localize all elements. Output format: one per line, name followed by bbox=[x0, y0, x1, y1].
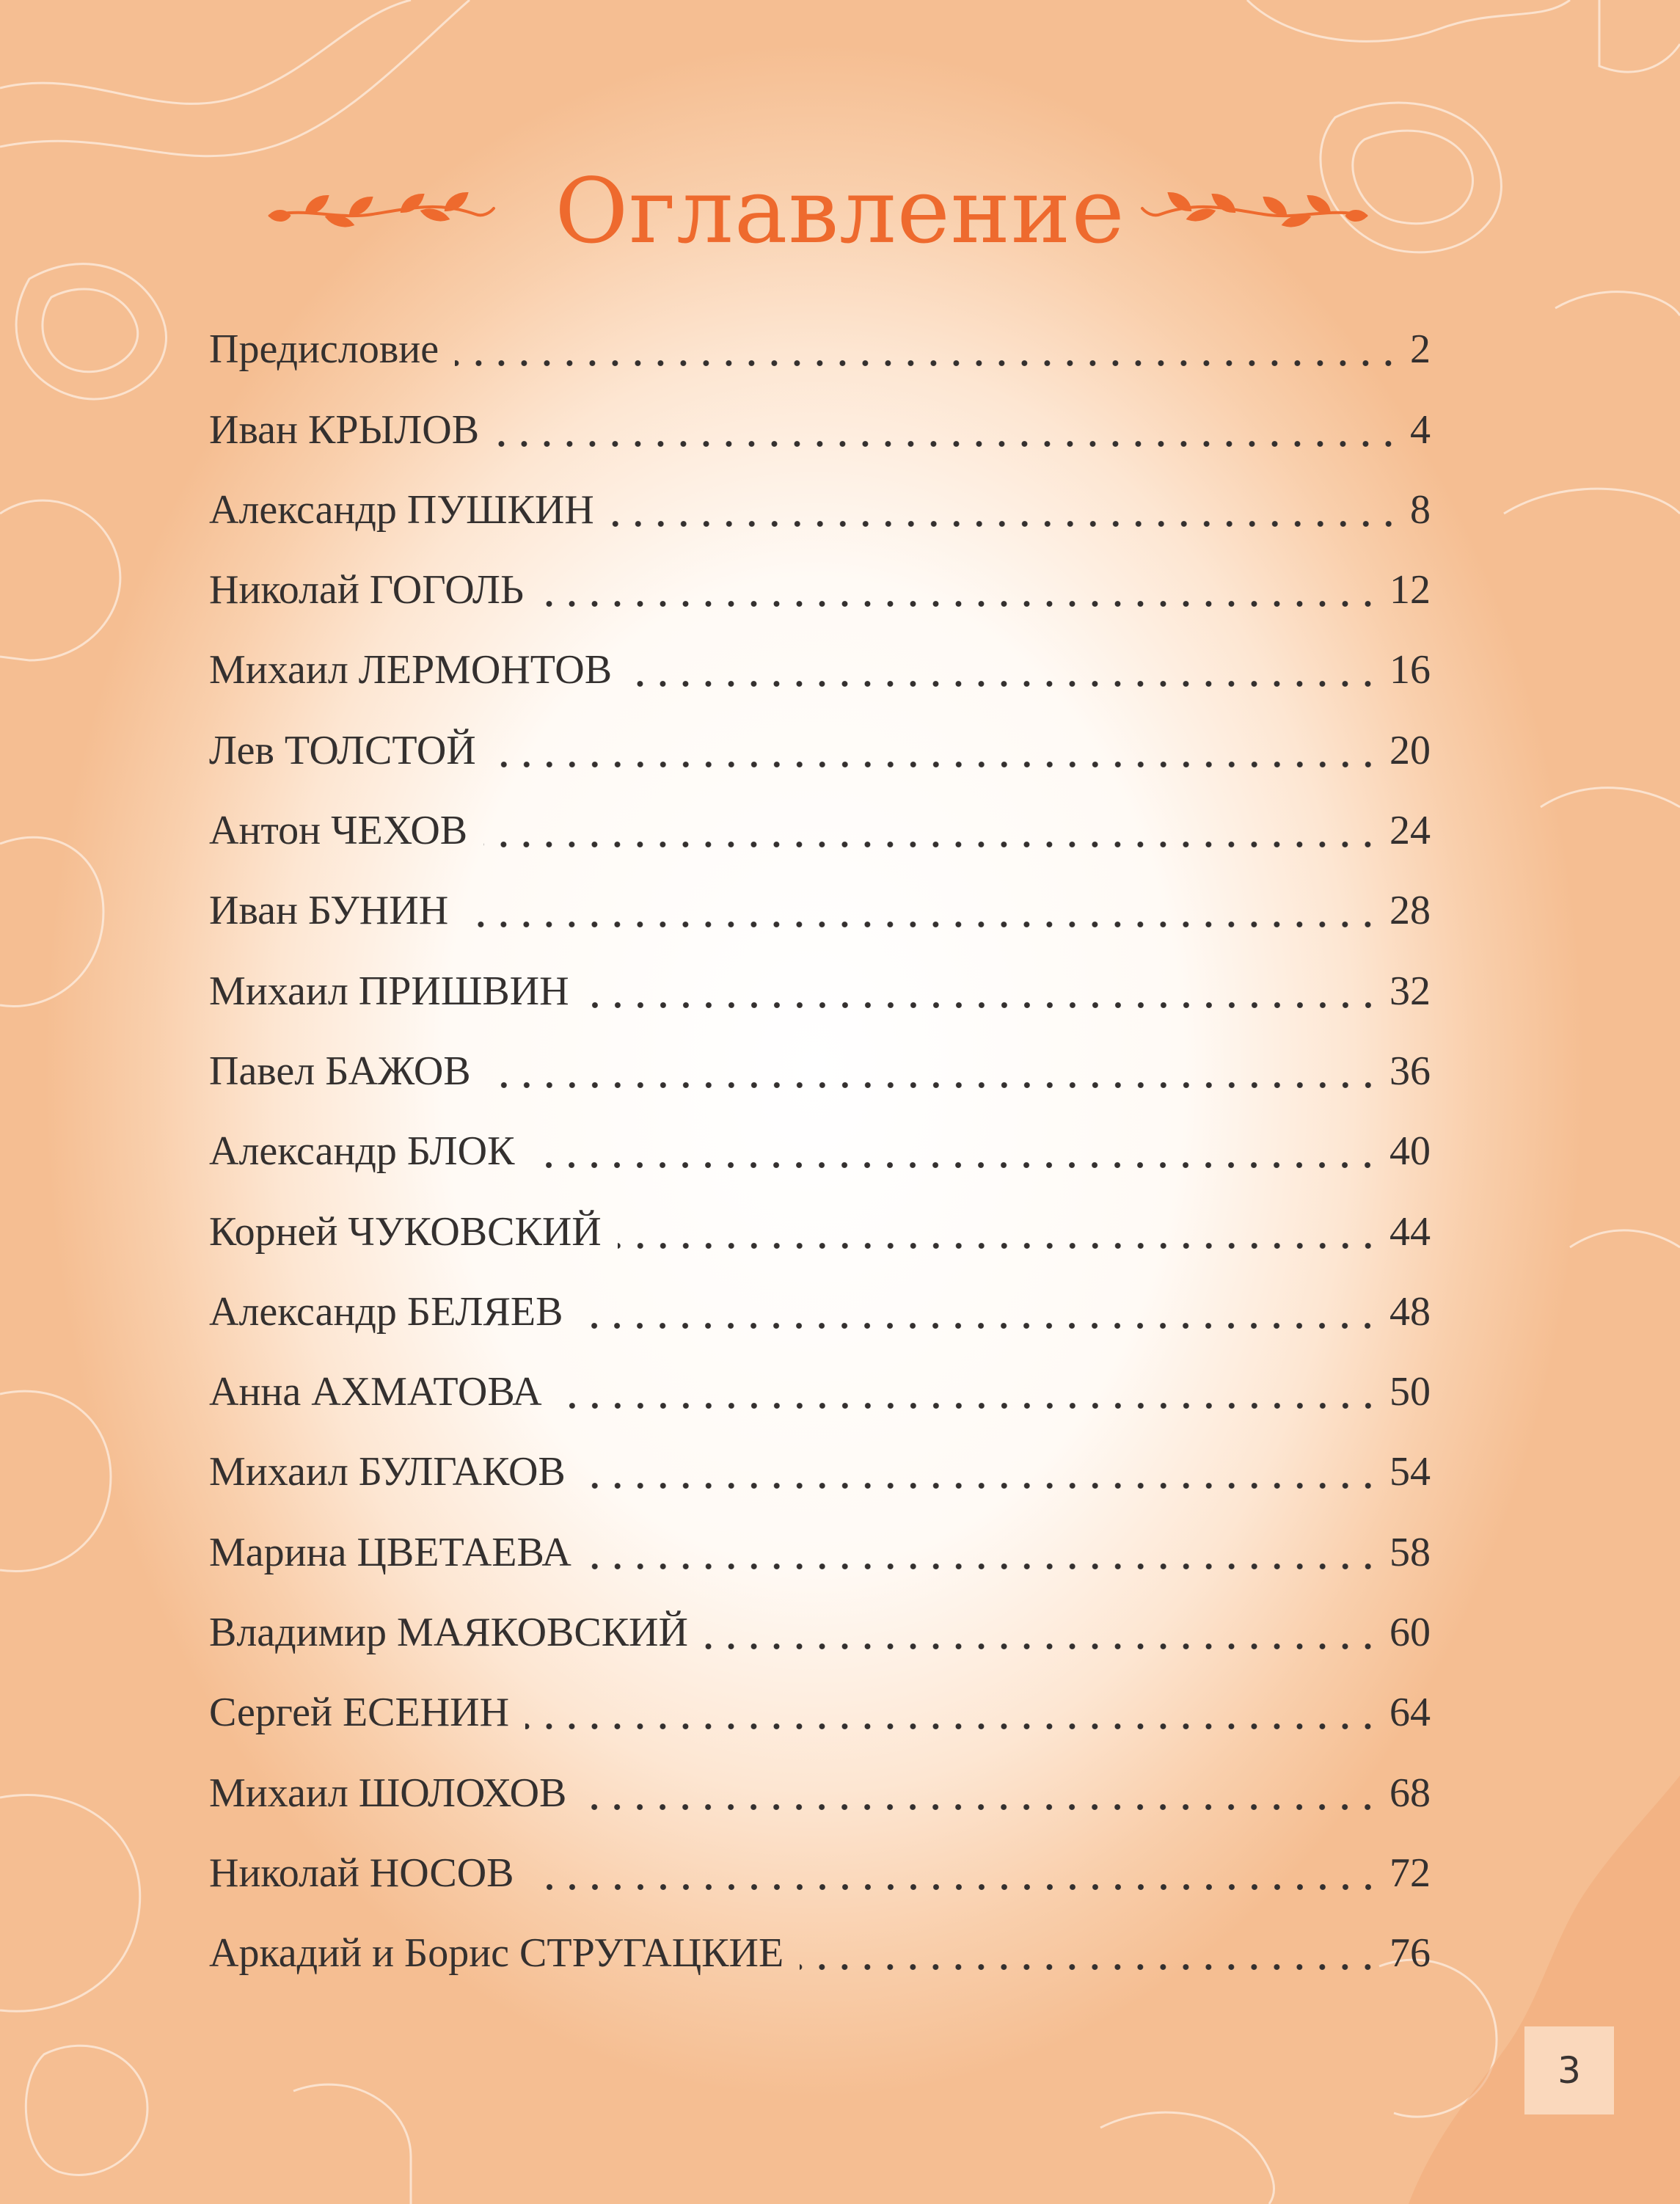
toc-entry-page: 12 bbox=[1389, 567, 1431, 613]
page-title: Оглавление bbox=[555, 159, 1125, 263]
dot-leader bbox=[455, 360, 1400, 366]
table-of-contents bbox=[209, 308, 1431, 1992]
toc-entry-page: 58 bbox=[1389, 1529, 1431, 1575]
dot-leader bbox=[495, 441, 1400, 447]
toc-entry-title: Михаил БУЛГАКОВ bbox=[209, 1449, 566, 1495]
toc-entry-title: Николай НОСОВ bbox=[209, 1850, 514, 1896]
toc-entry[interactable] bbox=[209, 1671, 1431, 1751]
dot-leader bbox=[483, 842, 1379, 847]
toc-entry-title: Лев ТОЛСТОЙ bbox=[209, 727, 476, 773]
toc-entry-title: Предисловие bbox=[209, 326, 439, 373]
toc-entry-title: Антон ЧЕХОВ bbox=[209, 808, 468, 854]
toc-entry[interactable] bbox=[209, 1351, 1431, 1431]
toc-entry-title: Михаил ЛЕРМОНТОВ bbox=[209, 647, 613, 693]
toc-entry-page: 68 bbox=[1389, 1770, 1431, 1816]
toc-entry[interactable] bbox=[209, 1110, 1431, 1190]
dot-leader bbox=[492, 762, 1379, 767]
toc-entry-title: Николай ГОГОЛЬ bbox=[209, 567, 524, 613]
toc-entry-page: 50 bbox=[1389, 1369, 1431, 1415]
toc-entry-page: 40 bbox=[1389, 1128, 1431, 1175]
toc-entry[interactable] bbox=[209, 709, 1431, 789]
toc-entry[interactable] bbox=[209, 1591, 1431, 1671]
toc-entry[interactable] bbox=[209, 789, 1431, 869]
toc-entry-page: 60 bbox=[1389, 1610, 1431, 1656]
toc-entry[interactable] bbox=[209, 629, 1431, 709]
dot-leader bbox=[530, 1162, 1379, 1168]
dot-leader bbox=[579, 1323, 1379, 1329]
toc-entry-page: 76 bbox=[1389, 1930, 1431, 1977]
dot-leader bbox=[628, 681, 1379, 687]
toc-entry[interactable] bbox=[209, 1190, 1431, 1270]
toc-entry[interactable] bbox=[209, 1271, 1431, 1351]
toc-entry[interactable] bbox=[209, 1912, 1431, 1992]
dot-leader bbox=[585, 1002, 1379, 1008]
toc-entry-page: 2 bbox=[1410, 326, 1431, 373]
laurel-branch-icon bbox=[1139, 185, 1373, 236]
toc-entry-title: Александр ПУШКИН bbox=[209, 486, 594, 533]
dot-leader bbox=[540, 601, 1379, 607]
dot-leader bbox=[464, 922, 1379, 927]
toc-entry-title: Корней ЧУКОВСКИЙ bbox=[209, 1208, 602, 1255]
dot-leader bbox=[610, 521, 1400, 527]
dot-leader bbox=[530, 1884, 1379, 1890]
toc-entry-title: Иван БУНИН bbox=[209, 888, 449, 934]
toc-entry[interactable] bbox=[209, 869, 1431, 949]
dot-leader bbox=[618, 1243, 1379, 1249]
toc-entry-title: Анна АХМАТОВА bbox=[209, 1369, 542, 1415]
toc-entry-title: Марина ЦВЕТАЕВА bbox=[209, 1529, 571, 1575]
toc-entry-page: 48 bbox=[1389, 1288, 1431, 1335]
toc-entry[interactable] bbox=[209, 1431, 1431, 1511]
dot-leader bbox=[588, 1563, 1379, 1569]
toc-entry[interactable] bbox=[209, 1511, 1431, 1591]
dot-leader bbox=[704, 1643, 1379, 1649]
dot-leader bbox=[582, 1483, 1379, 1489]
title-row bbox=[0, 139, 1680, 286]
toc-entry-page: 44 bbox=[1389, 1208, 1431, 1255]
toc-entry-title: Павел БАЖОВ bbox=[209, 1048, 471, 1094]
toc-entry-page: 24 bbox=[1389, 808, 1431, 854]
toc-entry[interactable] bbox=[209, 1030, 1431, 1110]
dot-leader bbox=[525, 1723, 1379, 1729]
toc-entry-title: Михаил ШОЛОХОВ bbox=[209, 1770, 567, 1816]
page-number: 3 bbox=[1524, 2026, 1614, 2114]
toc-entry-page: 4 bbox=[1410, 406, 1431, 453]
toc-entry-title: Александр БЕЛЯЕВ bbox=[209, 1288, 563, 1335]
toc-entry-page: 32 bbox=[1389, 968, 1431, 1014]
dot-leader bbox=[558, 1403, 1379, 1409]
toc-entry[interactable] bbox=[209, 308, 1431, 388]
toc-entry-title: Владимир МАЯКОВСКИЙ bbox=[209, 1610, 688, 1656]
toc-entry-title: Михаил ПРИШВИН bbox=[209, 968, 569, 1014]
toc-entry-title: Иван КРЫЛОВ bbox=[209, 406, 480, 453]
toc-entry-title: Сергей ЕСЕНИН bbox=[209, 1690, 510, 1736]
dot-leader bbox=[487, 1082, 1379, 1088]
toc-entry[interactable] bbox=[209, 949, 1431, 1029]
toc-entry-page: 16 bbox=[1389, 647, 1431, 693]
toc-entry[interactable] bbox=[209, 1751, 1431, 1831]
toc-entry-page: 20 bbox=[1389, 727, 1431, 773]
toc-entry-title: Аркадий и Борис СТРУГАЦКИЕ bbox=[209, 1930, 784, 1977]
toc-entry[interactable] bbox=[209, 469, 1431, 549]
dot-leader bbox=[800, 1964, 1379, 1970]
toc-entry[interactable] bbox=[209, 1832, 1431, 1912]
dot-leader bbox=[582, 1804, 1379, 1810]
toc-entry-page: 72 bbox=[1389, 1850, 1431, 1896]
toc-entry-page: 64 bbox=[1389, 1690, 1431, 1736]
toc-entry-page: 54 bbox=[1389, 1449, 1431, 1495]
toc-entry-page: 36 bbox=[1389, 1048, 1431, 1094]
toc-entry[interactable] bbox=[209, 388, 1431, 468]
toc-entry-title: Александр БЛОК bbox=[209, 1128, 515, 1175]
toc-entry-page: 8 bbox=[1410, 486, 1431, 533]
toc-entry-page: 28 bbox=[1389, 888, 1431, 934]
toc-entry[interactable] bbox=[209, 549, 1431, 629]
